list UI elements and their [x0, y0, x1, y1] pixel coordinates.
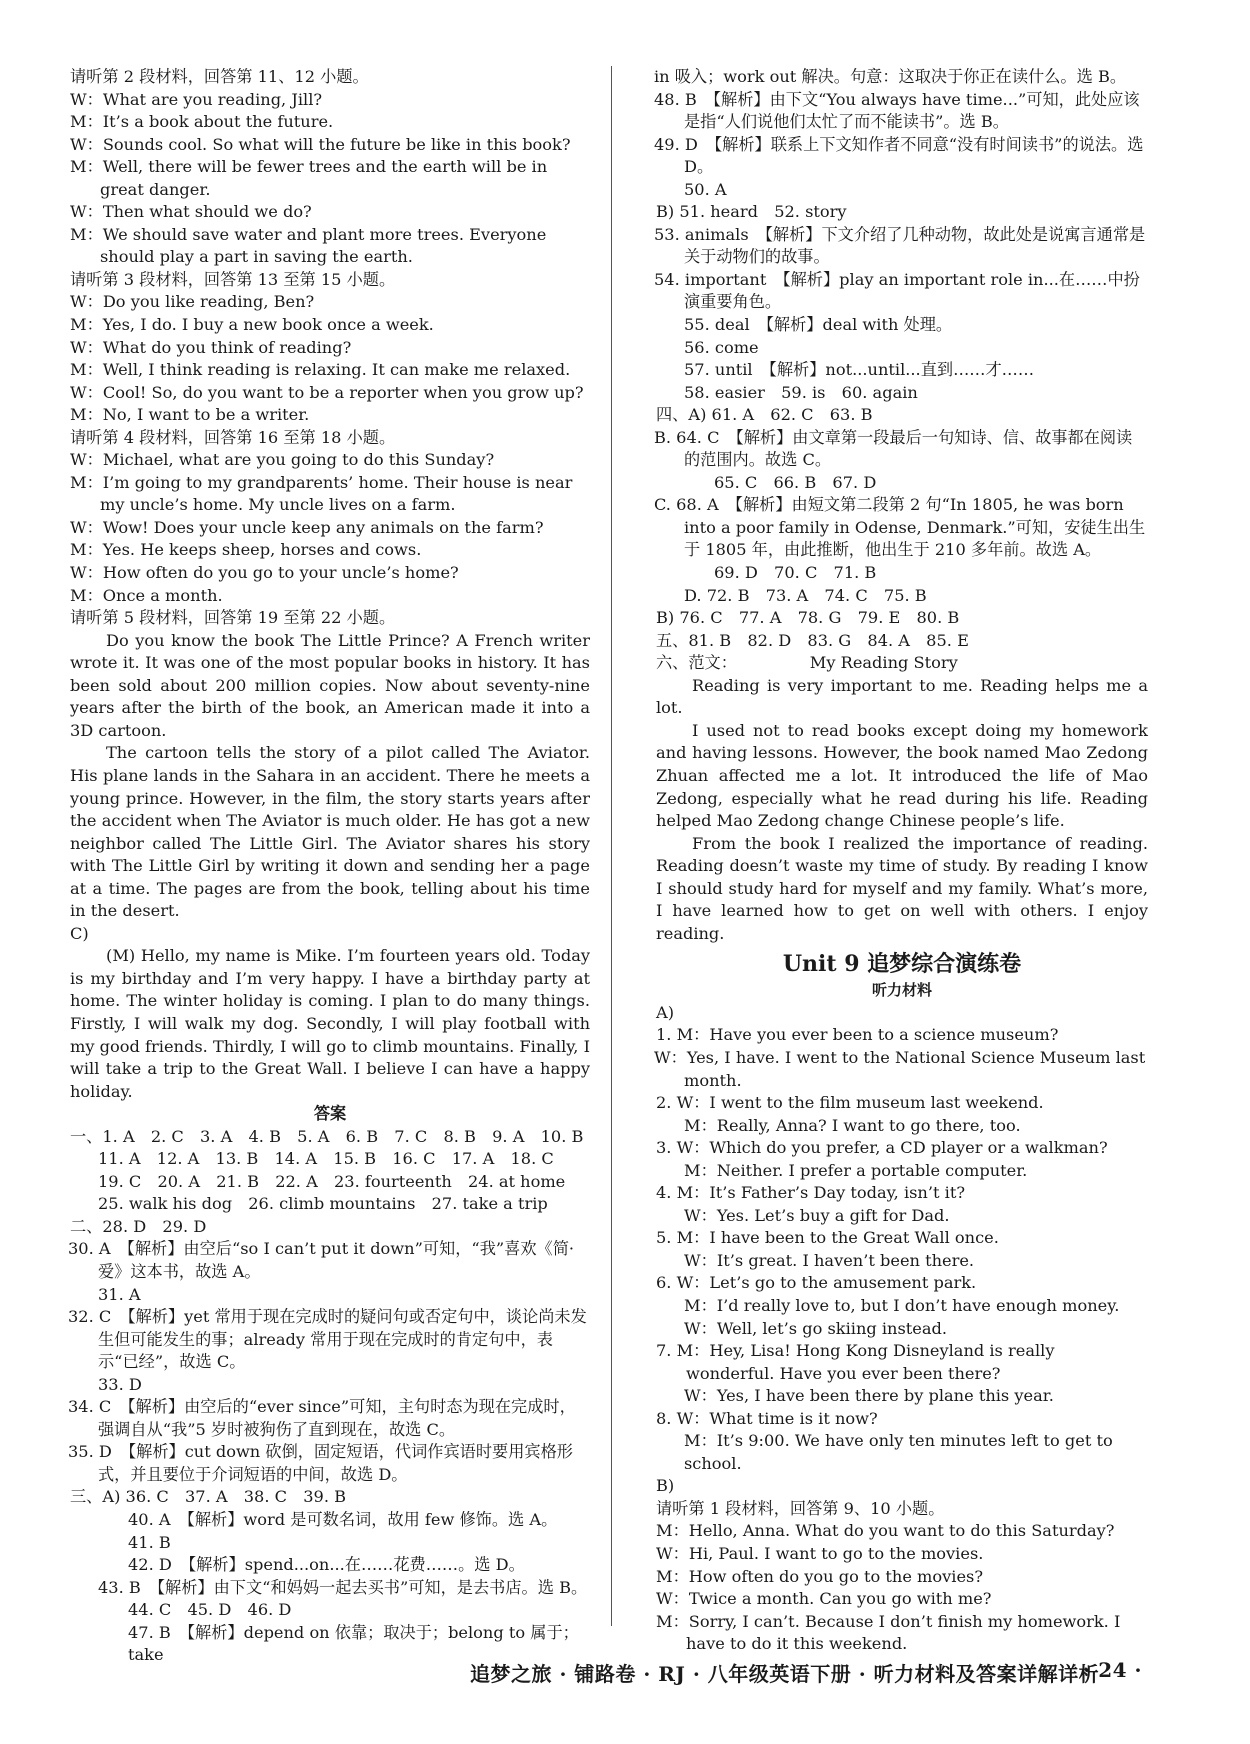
right-line: 55. deal 【解析】deal with 处理。 [684, 315, 953, 335]
left-line: W：What are you reading, Jill? [70, 89, 323, 109]
right-line: 2. W：I went to the film museum last weekend. [656, 1093, 1044, 1113]
left-line: M：I’m going to my grandparents’ home. Their house is near my uncle’s home. My uncle lives on a farm. [70, 472, 578, 515]
right-line: 7. M：Hey, Lisa! Hong Kong Disneyland is really wonderful. Have you ever been there? [656, 1341, 1060, 1383]
left-line: 43. B 【解析】由下文“和妈妈一起去买书”可知，是去书店。选 B。 [98, 1577, 588, 1597]
right-line: W：It’s great. I haven’t been there. [684, 1250, 975, 1270]
right-line: M：How often do you go to the movies? [656, 1566, 984, 1586]
left-line: M：Yes. He keeps sheep, horses and cows. [70, 540, 422, 560]
right-line: B) 51. heard 52. story [656, 202, 847, 222]
right-line: M：It’s 9:00. We have only ten minutes left to get to school. [684, 1431, 1118, 1473]
left-line: 25. walk his dog 26. climb mountains 27. take a trip [98, 1194, 548, 1214]
right-line: 50. A [684, 179, 727, 199]
right-line: Unit 9 追梦综合演练卷 [782, 951, 1022, 978]
right-line: M：I’d really love to, but I don’t have enough money. [684, 1295, 1120, 1315]
right-line: 56. come [684, 337, 759, 357]
left-line: 请听第 2 段材料，回答第 11、12 小题。 [70, 67, 369, 86]
right-line: 57. until 【解析】not...until...直到……才…… [684, 360, 1035, 380]
left-line: M：No, I want to be a writer. [70, 405, 310, 425]
left-line: 40. A 【解析】word 是可数名词，故用 few 修饰。选 A。 [128, 1510, 558, 1529]
footer-title: 追梦之旅 · 铺路卷 · RJ · 八年级英语下册 · 听力材料及答案详解详析 [470, 1662, 1100, 1686]
left-line: C) [70, 923, 89, 943]
left-line: M：We should save water and plant more trees. Everyone should play a part in saving the earth. [70, 224, 552, 267]
left-line: 44. C 45. D 46. D [128, 1600, 292, 1620]
right-line: 听力材料 [871, 981, 932, 1000]
left-line: 30. A 【解析】由空后“so I can’t put it down”可知，“我”喜欢《简·爱》这本书，故选 A。 [68, 1239, 575, 1281]
right-line: W：Twice a month. Can you go with me? [656, 1589, 992, 1609]
left-line: The cartoon tells the story of a pilot called The Aviator. His plane lands in the Sahara in an accident. There he meets a young prince. However, in the film, the story starts years after the accident when The Aviator is much older. He has got a new neighbor called The Little Girl. The Aviator shares his story with The Little Girl by writing it down and sending her a page at a time. The pages are from the book, telling about his time in the desert. [70, 743, 596, 921]
left-line: 41. B [128, 1532, 171, 1552]
left-line: 32. C 【解析】yet 常用于现在完成时的疑问句或否定句中，谈论尚未发生但可能发生的事；already 常用于现在完成时的肯定句中，表示“已经”，故选 C。 [68, 1307, 587, 1372]
right-line: 6. W：Let’s go to the amusement park. [656, 1273, 977, 1293]
right-line: W：Well, let’s go skiing instead. [684, 1318, 948, 1338]
right-line: B. 64. C 【解析】由文章第一段最后一句知诗、信、故事都在阅读的范围内。故选 C。 [654, 427, 1133, 470]
right-line: 54. important 【解析】play an important role in...在……中扮演重要角色。 [654, 269, 1140, 312]
right-line: M：Hello, Anna. What do you want to do this Saturday? [656, 1521, 1115, 1541]
right-line: 请听第 1 段材料，回答第 9、10 小题。 [656, 1498, 945, 1518]
left-column [68, 66, 596, 1667]
right-line: A) [656, 1002, 675, 1022]
left-line: W：Michael, what are you going to do this Sunday? [70, 450, 495, 470]
right-line: 53. animals 【解析】下文介绍了几种动物，故此处是说寓言通常是关于动物们的故事。 [654, 224, 1146, 267]
left-line: 11. A 12. A 13. B 14. A 15. B 16. C 17. A 18. C [98, 1149, 554, 1169]
page-footer [470, 1658, 1150, 1687]
left-line: M：Once a month. [70, 585, 223, 605]
left-line: M：It’s a book about the future. [70, 112, 334, 132]
left-line: 34. C 【解析】由空后的“ever since”可知，主句时态为现在完成时，强调自从“我”5 岁时被狗伤了直到现在，故选 C。 [68, 1397, 576, 1439]
left-line: 31. A [98, 1284, 141, 1304]
right-line: B) 76. C 77. A 78. G 79. E 80. B [656, 608, 960, 628]
left-line: 三、A) 36. C 37. A 38. C 39. B [70, 1487, 347, 1507]
left-line: Do you know the book The Little Prince? A French writer wrote it. It was one of the most popular books in history. It has been sold about 200 million copies. Now about seventy-nine years after the birth of the book, an American made it into a 3D cartoon. [70, 630, 596, 740]
left-line: 请听第 5 段材料，回答第 19 至第 22 小题。 [70, 608, 396, 628]
left-line: M：Well, there will be fewer trees and the earth will be in great danger. [70, 157, 553, 199]
right-column [654, 66, 1154, 1656]
left-line: W：Then what should we do? [70, 202, 312, 222]
right-line: From the book I realized the importance of reading. Reading doesn’t waste my time of study. By reading I know I should study hard for myself and my family. What’s more, I have learned how to get on well with others. I enjoy reading. [656, 833, 1154, 943]
left-line: M：Well, I think reading is relaxing. It can make me relaxed. [70, 360, 571, 380]
left-line: W：Do you like reading, Ben? [70, 292, 315, 312]
left-line: 33. D [98, 1374, 142, 1394]
right-line: 五、81. B 82. D 83. G 84. A 85. E [656, 630, 969, 650]
right-line: 49. D 【解析】联系上下文知作者不同意“没有时间读书”的说法。选 D。 [654, 134, 1149, 177]
right-line: C. 68. A 【解析】由短文第二段第 2 句“In 1805, he was born into a poor family in Odense, Denmark.”可知，安徒生出生于 1805 年，由此推断，他出生于 210 多年前。故选 A。 [654, 495, 1146, 560]
left-line: 19. C 20. A 21. B 22. A 23. fourteenth 24. at home [98, 1171, 566, 1191]
right-line: 5. M：I have been to the Great Wall once. [656, 1228, 999, 1248]
right-line: B) [656, 1476, 675, 1496]
right-line: 4. M：It’s Father’s Day today, isn’t it? [656, 1183, 966, 1203]
left-line: W：How often do you go to your uncle’s home? [70, 563, 459, 583]
right-line: 69. D 70. C 71. B [714, 563, 877, 583]
left-line: W：Cool! So, do you want to be a reporter when you grow up? [70, 382, 584, 402]
right-line: M：Neither. I prefer a portable computer. [684, 1160, 1028, 1180]
right-line: M：Sorry, I can’t. Because I don’t finish my homework. I have to do it this weekend. [656, 1611, 1126, 1654]
right-line: W：Yes, I have been there by plane this year. [684, 1386, 1054, 1406]
right-line: D. 72. B 73. A 74. C 75. B [684, 585, 927, 605]
right-line: W：Hi, Paul. I want to go to the movies. [656, 1544, 984, 1563]
right-line: in 吸入；work out 解决。句意：这取决于你正在读什么。选 B。 [654, 67, 1127, 86]
left-line: W：What do you think of reading? [70, 337, 352, 357]
right-line: 58. easier 59. is 60. again [684, 382, 918, 402]
right-line: 65. C 66. B 67. D [714, 472, 877, 492]
left-line: 请听第 3 段材料，回答第 13 至第 15 小题。 [70, 269, 396, 289]
left-line: W：Sounds cool. So what will the future be like in this book? [70, 134, 571, 154]
right-line: W：Yes, I have. I went to the National Science Museum last month. [654, 1047, 1151, 1090]
left-line: 一、1. A 2. C 3. A 4. B 5. A 6. B 7. C 8. B 9. A 10. B [70, 1126, 584, 1146]
left-line: 请听第 4 段材料，回答第 16 至第 18 小题。 [70, 427, 396, 447]
right-line: 3. W：Which do you prefer, a CD player or a walkman? [656, 1138, 1108, 1158]
right-line: M：Really, Anna? I want to go there, too. [684, 1115, 1021, 1135]
right-line: 六、范文： My Reading Story [656, 653, 958, 673]
right-line: 1. M：Have you ever been to a science museum? [656, 1025, 1059, 1045]
left-line: 答案 [313, 1104, 347, 1124]
left-line: 35. D 【解析】cut down 砍倒，固定短语，代词作宾语时要用宾格形式，并且要位于介词短语的中间，故选 D。 [68, 1442, 573, 1484]
right-line: 四、A) 61. A 62. C 63. B [656, 405, 873, 425]
left-line: 47. B 【解析】depend on 依靠；取决于；belong to 属于；take [128, 1622, 579, 1665]
left-line: 42. D 【解析】spend...on...在……花费……。选 D。 [128, 1555, 525, 1575]
left-line: W：Wow! Does your uncle keep any animals on the farm? [70, 517, 544, 537]
column-divider [611, 66, 612, 1626]
page-number: · 24 · [1083, 1658, 1142, 1682]
left-line: M：Yes, I do. I buy a new book once a week. [70, 315, 434, 335]
right-line: I used not to read books except doing my homework and having lessons. However, the book named Mao Zedong Zhuan affected me a lot. It introduced the life of Mao Zedong, especially what he read during his life. Reading helped Mao Zedong change Chinese people’s life. [656, 720, 1154, 831]
left-line: 二、28. D 29. D [70, 1216, 207, 1236]
right-line: 8. W：What time is it now? [656, 1408, 878, 1428]
right-line: 48. B 【解析】由下文“You always have time...”可知，此处应该是指“人们说他们太忙了而不能读书”。选 B。 [654, 89, 1140, 132]
left-line: (M) Hello, my name is Mike. I’m fourteen years old. Today is my birthday and I’m very happy. I have a birthday party at home. The winter holiday is coming. I plan to do many things. Firstly, I will walk my dog. Secondly, I will play football with my good friends. Thirdly, I will go to climb mountains. Finally, I will take a trip to the Great Wall. I believe I can have a happy holiday. [70, 946, 596, 1101]
right-line: W：Yes. Let’s buy a gift for Dad. [684, 1205, 950, 1225]
right-line: Reading is very important to me. Reading helps me a lot. [656, 675, 1154, 718]
